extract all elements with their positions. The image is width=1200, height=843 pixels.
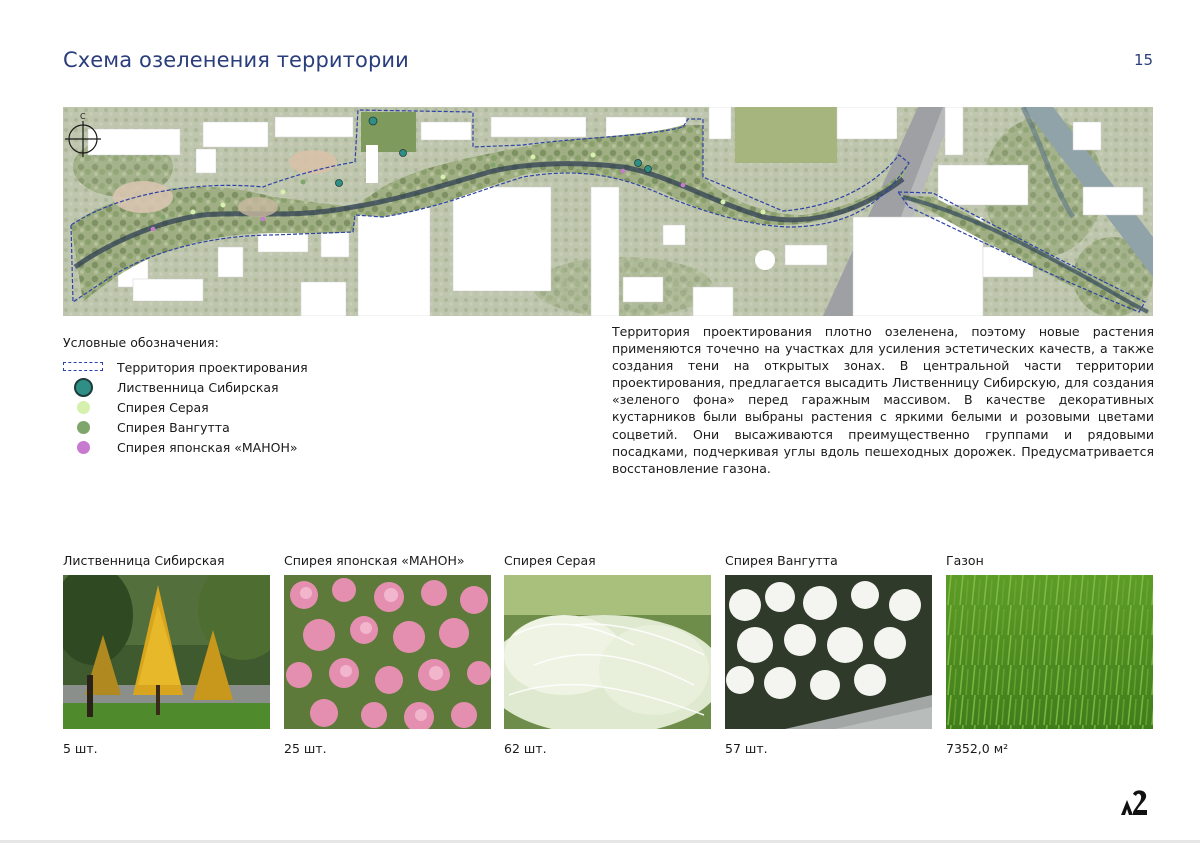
legend-item-larch (63, 377, 308, 397)
legend-label: Спирея Вангутта (117, 419, 230, 435)
larch-photo (63, 575, 270, 729)
plant-name: Газон (946, 553, 984, 568)
plant-count: 62 шт. (504, 741, 547, 756)
plant-count: 7352,0 м² (946, 741, 1009, 756)
plant-card-japanese-spirea (284, 553, 491, 756)
vanhoutte-spirea-marker-icon (77, 421, 90, 434)
legend-title: Условные обозначения: (63, 335, 219, 350)
lawn-photo (946, 575, 1153, 729)
legend-label: Спирея японская «МАНОН» (117, 439, 298, 455)
vanhoutte-spirea-photo (725, 575, 932, 729)
page-number: 15 (1134, 51, 1154, 69)
legend-item-territory (63, 357, 308, 377)
plant-name: Спирея Серая (504, 553, 596, 568)
plant-name: Лиственница Сибирская (63, 553, 225, 568)
legend-item-grey-spirea (63, 397, 308, 417)
plant-count: 5 шт. (63, 741, 98, 756)
larch-marker-icon (74, 378, 93, 397)
plant-card-lawn (946, 553, 1153, 756)
company-logo (1119, 788, 1149, 816)
plant-card-larch (63, 553, 270, 756)
pink-spirea-photo (284, 575, 491, 729)
page-title: Схема озеленения территории (63, 48, 409, 72)
plant-count: 25 шт. (284, 741, 327, 756)
north-label: С (80, 112, 86, 121)
site-plan-map (63, 107, 1153, 316)
legend-item-vanhoutte-spirea (63, 417, 308, 437)
legend-item-japanese-spirea (63, 437, 308, 457)
plant-card-vanhoutte-spirea (725, 553, 932, 756)
description-text: Территория проектирования плотно озеленена, поэтому новые растения применяются точечно на участках для усиления эстетических качеств, а также создания тени на открытых зонах. В центральной части территории проектирования, предлагается высадить Лиственницу Сибирскую, для создания «зеленого фона» перед гаражным массивом. В качестве декоративных кустарников были выбраны растения с яркими белыми и розовыми цветами соцветий. Они высаживаются преимущественно группами и рядовыми посадками, подчеркивая углы вдоль пешеходных дорожек. Предусматривается восстановление газона. (612, 324, 1154, 476)
japanese-spirea-marker-icon (77, 441, 90, 454)
legend (63, 335, 308, 457)
plant-name: Спирея японская «МАНОН» (284, 553, 465, 568)
dashed-boundary-icon (63, 362, 103, 371)
grey-spirea-marker-icon (77, 401, 90, 414)
legend-label: Спирея Серая (117, 399, 209, 415)
legend-label: Лиственница Сибирская (117, 379, 279, 395)
legend-label: Территория проектирования (117, 359, 308, 375)
plant-count: 57 шт. (725, 741, 768, 756)
plant-name: Спирея Вангутта (725, 553, 838, 568)
grey-spirea-photo (504, 575, 711, 729)
plant-card-grey-spirea (504, 553, 711, 756)
